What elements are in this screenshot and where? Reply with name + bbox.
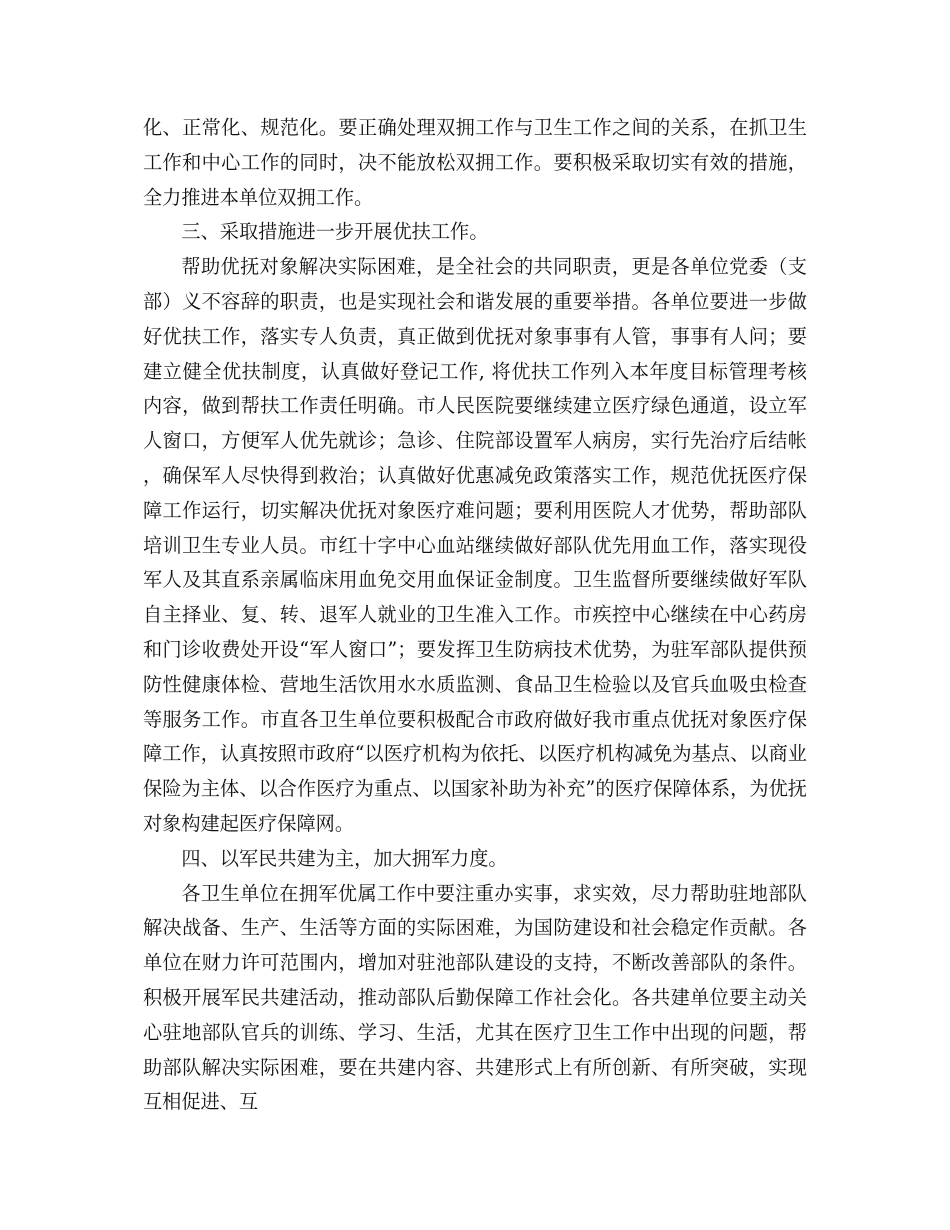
paragraph-continuation: 化、正常化、规范化。要正确处理双拥工作与卫生工作之间的关系，在抓卫生工作和中心工作的同时，决不能放松双拥工作。要积极采取切实有效的措施，全力推进本单位双拥工作。 [143, 116, 807, 209]
section-heading-three: 三、采取措施进一步开展优扶工作。 [181, 220, 489, 244]
paragraph-support-work: 帮助优抚对象解决实际困难，是全社会的共同职责，更是各单位党委（支部）义不容辞的职责，也是实现社会和谐发展的重要举措。各单位要进一步做好优扶工作，落实专人负责，真正做到优抚对象事事有人管，事事有人问；要建立健全优扶制度，认真做好登记工作, 将优扶工作列入本年度目标管理考核内容，做到帮扶工作责任明确。市人民医院要继续建立医疗绿色通道，设立军人窗口，方便军人优先就诊；急诊、住院部设置军人病房，实行先治疗后结帐，确保军人尽快得到救治；认真做好优惠减免政策落实工作，规范优抚医疗保障工作运行，切实解决优抚对象医疗难问题；要利用医院人才优势，帮助部队培训卫生专业人员。市红十字中心血站继续做好部队优先用血工作，落实现役军人及其直系亲属临床用血免交用血保证金制度。卫生监督所要继续做好军队自主择业、复、转、退军人就业的卫生准入工作。市疾控中心继续在中心药房和门诊收费处开设“军人窗口”；要发挥卫生防病技术优势，为驻军部队提供预防性健康体检、营地生活饮用水水质监测、食品卫生检验以及官兵血吸虫检查等服务工作。市直各卫生单位要积极配合市政府做好我市重点优抚对象医疗保障工作，认真按照市政府“以医疗机构为依托、以医疗机构减免为基点、以商业保险为主体、以合作医疗为重点、以国家补助为补充”的医疗保障体系，为优抚对象构建起医疗保障网。 [143, 255, 807, 835]
document-body [143, 111, 807, 1120]
section-heading-four: 四、以军民共建为主，加大拥军力度。 [181, 846, 508, 870]
paragraph-military-civil: 各卫生单位在拥军优属工作中要注重办实事，求实效，尽力帮助驻地部队解决战备、生产、生活等方面的实际困难，为国防建设和社会稳定作贡献。各单位在财力许可范围内，增加对驻池部队建设的支持，不断改善部队的条件。积极开展军民共建活动，推动部队后勤保障工作社会化。各共建单位要主动关心驻地部队官兵的训练、学习、生活，尤其在医疗卫生工作中出现的问题，帮助部队解决实际困难，要在共建内容、共建形式上有所创新、有所突破，实现互相促进、互 [143, 881, 807, 1114]
